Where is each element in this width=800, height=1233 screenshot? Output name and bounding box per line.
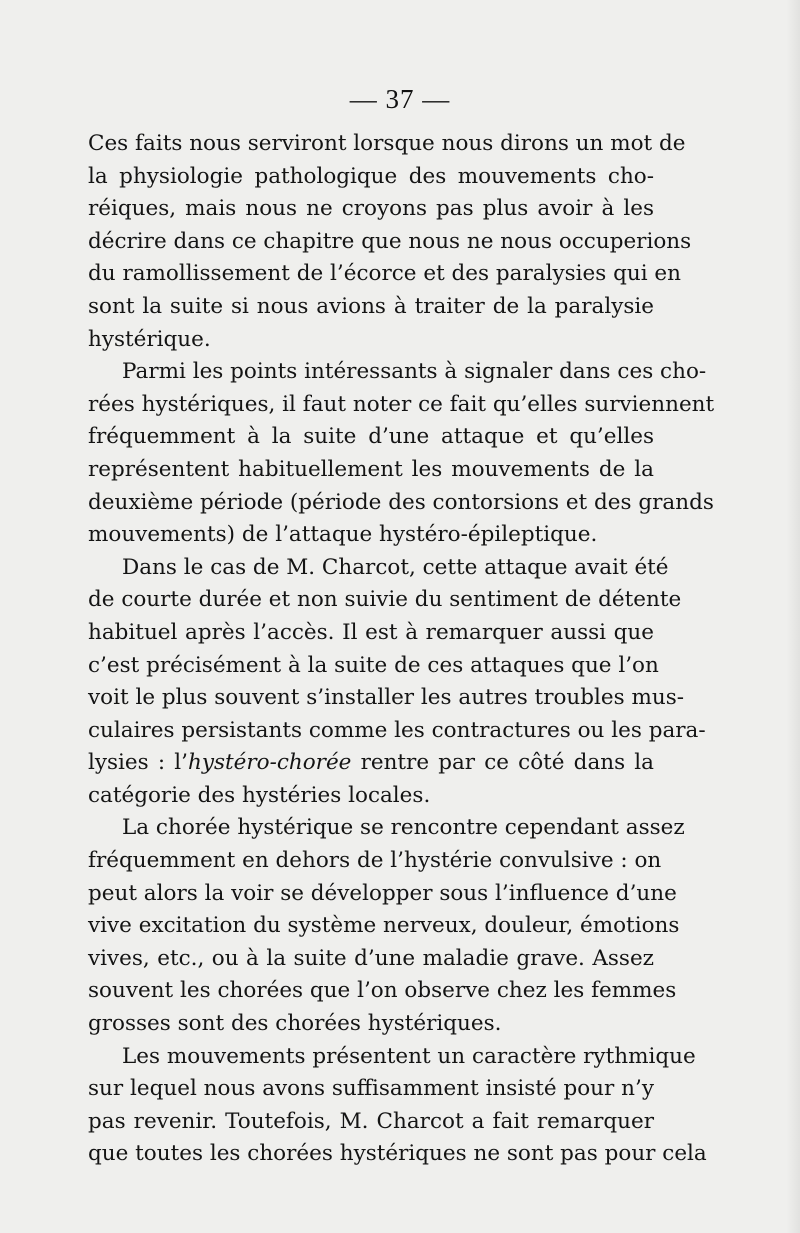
- text-line: représentent habituellement les mouvements de la: [88, 456, 654, 482]
- text-line: réiques, mais nous ne croyons pas plus avoir à les: [88, 196, 654, 222]
- italic-term: hystéro-chorée: [187, 750, 352, 776]
- text-line: Parmi les points intéressants à signaler dans ces cho-: [122, 359, 707, 385]
- paragraph-3: [88, 552, 706, 813]
- text-line: sont la suite si nous avions à traiter de la paralysie: [88, 293, 654, 319]
- text-line-with-italic: [88, 747, 654, 780]
- text-line: voit le plus souvent s’installer les autres troubles mus-: [88, 685, 685, 711]
- text-line: catégorie des hystéries locales.: [88, 782, 431, 808]
- text-line: vive excitation du système nerveux, douleur, émotions: [88, 913, 680, 939]
- text-line: hystérique.: [88, 326, 211, 352]
- text-line: du ramollissement de l’écorce et des paralysies qui en: [88, 261, 681, 287]
- text-line: Ces faits nous serviront lorsque nous dirons un mot de: [88, 131, 686, 156]
- text-line: de courte durée et non suivie du sentiment de détente: [88, 587, 682, 613]
- text-line: souvent les chorées que l’on observe chez les femmes: [88, 978, 677, 1004]
- text-line: pas revenir. Toutefois, M. Charcot a fait remarquer: [88, 1108, 654, 1134]
- text-line: sur lequel nous avons suffisamment insisté pour n’y: [88, 1076, 654, 1102]
- text-line: Dans le cas de M. Charcot, cette attaque avait été: [122, 554, 669, 580]
- paragraph-2: [88, 356, 715, 552]
- paragraph-5: [88, 1041, 707, 1171]
- body-text: [88, 128, 715, 1171]
- text-fragment: lysies : l’: [88, 750, 188, 776]
- text-line: fréquemment en dehors de l’hystérie convulsive : on: [88, 848, 662, 874]
- text-line: culaires persistants comme les contractures ou les para-: [88, 717, 706, 743]
- text-line: mouvements) de l’attaque hystéro-épileptique.: [88, 522, 598, 548]
- text-line: fréquemment à la suite d’une attaque et qu’elles: [88, 424, 654, 450]
- text-line: habituel après l’accès. Il est à remarquer aussi que: [88, 619, 654, 645]
- text-line: c’est précisément à la suite de ces attaques que l’on: [88, 652, 659, 678]
- text-fragment: rentre par ce côté dans la: [351, 750, 654, 776]
- page-number: — 37 —: [349, 84, 451, 114]
- text-line: peut alors la voir se développer sous l’influence d’une: [88, 880, 677, 906]
- text-line: deuxième période (période des contorsions et des grands: [88, 489, 714, 515]
- text-line: La chorée hystérique se rencontre cependant assez: [122, 815, 685, 841]
- text-line: vives, etc., ou à la suite d’une maladie grave. Assez: [88, 945, 654, 971]
- page-edge-shadow: [786, 0, 800, 1233]
- text-line: grosses sont des chorées hystériques.: [88, 1011, 502, 1037]
- paragraph-1: [88, 128, 692, 356]
- text-line: la physiologie pathologique des mouvements cho-: [88, 163, 654, 189]
- paragraph-4: [88, 812, 685, 1040]
- text-line: rées hystériques, il faut noter ce fait qu’elles surviennent: [88, 391, 715, 417]
- text-line: décrire dans ce chapitre que nous ne nous occuperions: [88, 228, 692, 254]
- text-line: Les mouvements présentent un caractère rythmique: [122, 1043, 696, 1069]
- text-line: que toutes les chorées hystériques ne sont pas pour cela: [88, 1141, 707, 1167]
